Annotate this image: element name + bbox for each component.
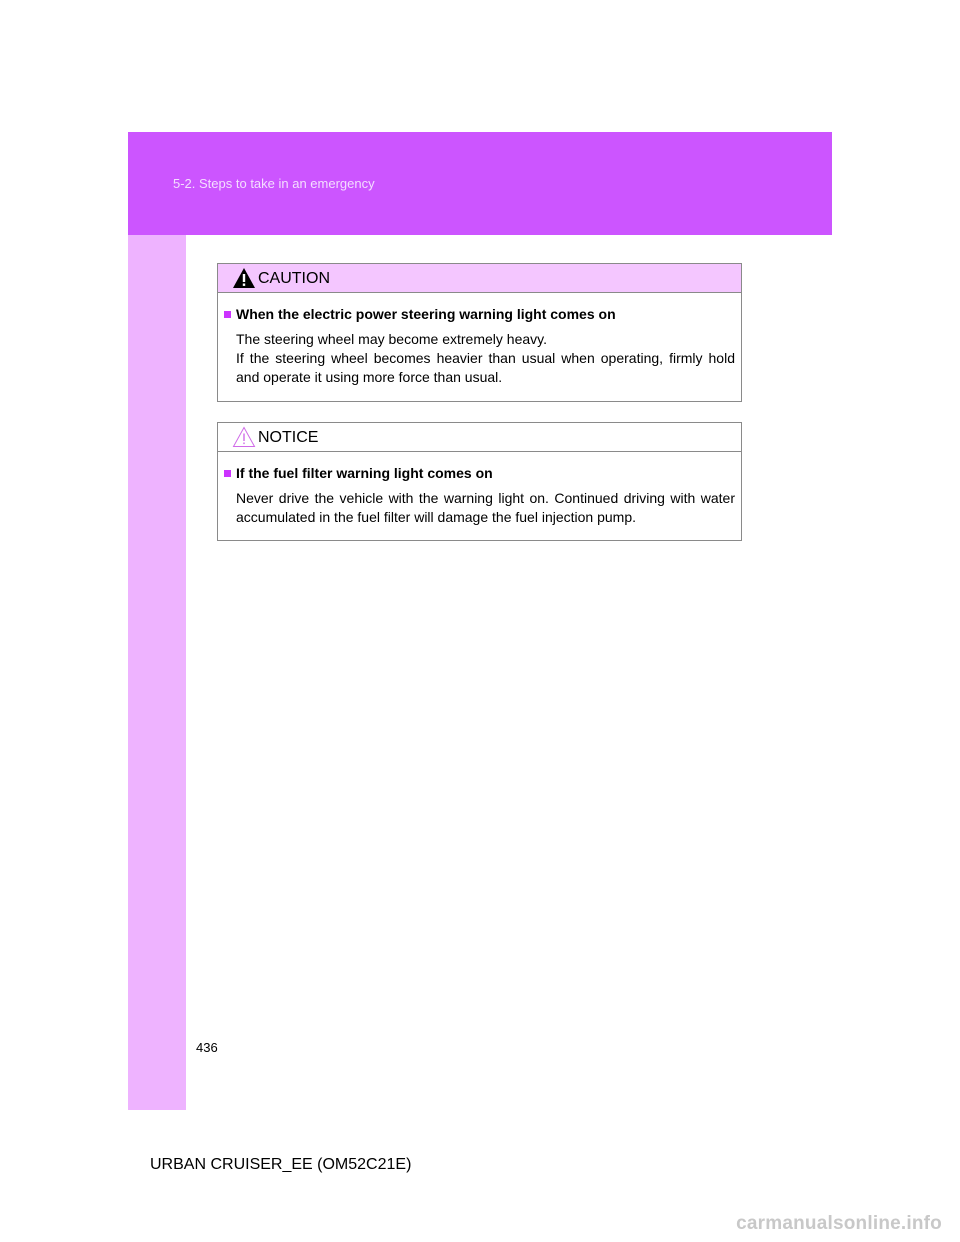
notice-item-heading (224, 464, 735, 483)
notice-body (218, 452, 741, 527)
notice-heading-text: If the fuel filter warning light comes on (236, 465, 493, 481)
header-band (128, 132, 832, 235)
page-number: 436 (196, 1040, 218, 1055)
side-strip (128, 235, 186, 1110)
section-title: 5-2. Steps to take in an emergency (173, 176, 375, 191)
notice-text (224, 489, 735, 527)
caution-body (218, 293, 741, 387)
caution-text (224, 330, 735, 387)
caution-paragraph: The steering wheel may become extremely heavy. (236, 331, 547, 347)
notice-header (218, 423, 741, 452)
watermark: carmanualsonline.info (736, 1213, 942, 1234)
notice-box (217, 422, 742, 541)
caution-paragraph: If the steering wheel becomes heavier than usual when operating, firmly hold and operate it using more force than usual. (236, 350, 735, 385)
footer-document-code: URBAN CRUISER_EE (OM52C21E) (150, 1156, 412, 1173)
caution-label: CAUTION (258, 270, 330, 287)
bullet-square-icon (224, 470, 231, 477)
notice-label: NOTICE (258, 429, 319, 446)
bullet-square-icon (224, 311, 231, 318)
warning-triangle-filled-icon (232, 267, 256, 289)
caution-box (217, 263, 742, 402)
caution-header (218, 264, 741, 293)
caution-heading-text: When the electric power steering warning light comes on (236, 306, 616, 322)
notice-paragraph: Never drive the vehicle with the warning light on. Continued driving with water accumulated in the fuel filter will damage the fuel injection pump. (236, 490, 735, 525)
warning-triangle-outline-icon (232, 426, 256, 448)
caution-item-heading (224, 305, 735, 324)
